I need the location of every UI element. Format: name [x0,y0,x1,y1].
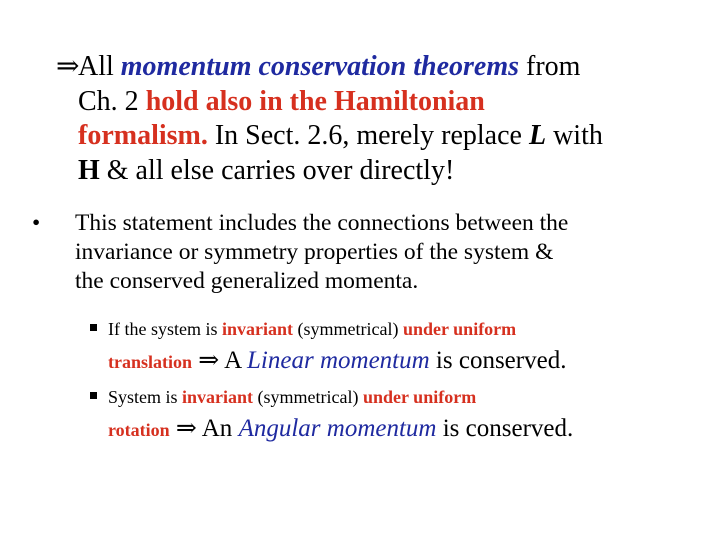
sub2-line-1 [86,383,706,411]
sub-bullet-rotation [86,383,706,448]
text-symmetrical: (symmetrical) [293,319,403,339]
bullet-icon: • [32,210,41,236]
sub-bullet-translation [86,315,706,380]
highlight-formalism: formalism. [78,120,208,151]
text-is-conserved: is conserved. [429,347,567,374]
symbol-h: H [78,154,100,186]
sub1-line-2 [86,343,706,380]
main-statement-line-3 [56,119,696,154]
highlight-rotation: rotation [108,420,170,440]
highlight-under-uniform: under uniform [402,319,517,339]
text-ch2: Ch. 2 [78,85,146,117]
text-with: with [546,120,603,151]
text-from: from [519,51,581,82]
main-statement [56,50,696,188]
sub2-line-2 [86,411,706,448]
bullet-line-3: the conserved generalized momenta. [75,268,419,294]
highlight-invariant: invariant [222,319,294,339]
bullet-line-2: invariance or symmetry properties of the system & [75,239,554,265]
text-a: A [224,347,248,374]
highlight-angular-momentum: Angular momentum [238,415,437,442]
text-if-system: If the system is [108,319,222,339]
bullet-line-1: This statement includes the connections between the [75,210,569,236]
sub1-line-1 [86,315,706,343]
highlight-translation: translation [108,352,193,372]
text-replace: In Sect. 2.6, merely replace [207,120,529,151]
highlight-hold-hamiltonian: hold also in the Hamiltonian [145,85,485,117]
main-statement-line-1 [56,50,696,85]
text-is-conserved: is conserved. [436,415,574,442]
text-all: All [78,51,121,82]
highlight-momentum-theorems: momentum conservation theorems [120,51,520,82]
text-an: An [201,415,239,442]
highlight-linear-momentum: Linear momentum [247,347,430,374]
implies-arrow-icon: ⇒ [169,415,202,442]
text-system-is: System is [108,387,183,407]
bullet-statement [32,209,692,296]
text-carries-over: & all else carries over directly! [99,154,455,186]
main-statement-line-4 [56,154,696,189]
implies-arrow-icon: ⇒ [192,347,225,374]
text-symmetrical: (symmetrical) [253,387,363,407]
symbol-l: L [528,120,547,151]
main-statement-line-2 [56,85,696,120]
highlight-invariant: invariant [182,387,254,407]
implies-arrow-icon: ⇒ [56,51,80,82]
highlight-under-uniform: under uniform [363,387,477,407]
